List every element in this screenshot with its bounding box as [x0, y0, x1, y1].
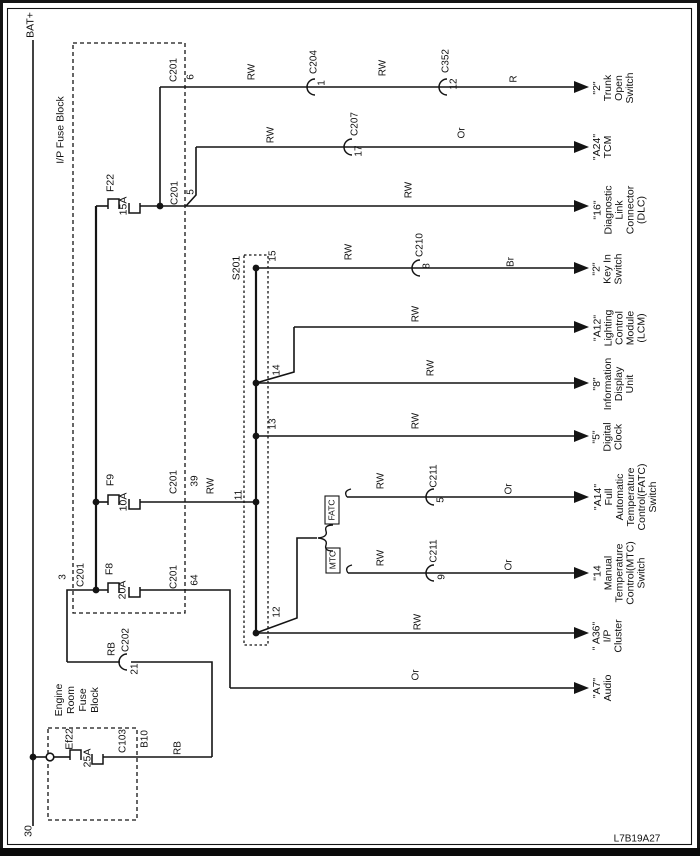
connector-c211-name: C211 [428, 464, 440, 488]
connector-c211b-pin: 9 [436, 574, 448, 580]
target-key-in-switch [592, 254, 625, 285]
target-line: Key In [601, 254, 614, 284]
pin-c201-39-name: C201 [168, 470, 180, 494]
diagram-code: L7B19A27 [613, 833, 661, 845]
target-line: Trunk [602, 74, 614, 102]
target-line: Automatic [614, 473, 626, 521]
wires-f8-audio [67, 590, 574, 688]
pin-c201-6-name: C201 [168, 58, 180, 82]
label-line: Room [65, 685, 77, 715]
fuse-f9-rating: 10A [117, 492, 130, 512]
target-line: (DLC) [635, 196, 648, 224]
wire-color-label: RW [403, 181, 415, 199]
target-line: Switch [635, 557, 648, 589]
connector-c103-name: C103 [117, 729, 129, 753]
pin-c201-3-number: 3 [57, 574, 69, 580]
target-line: " A36" [590, 621, 603, 651]
target-line: Open [613, 75, 625, 101]
target-lighting-control-module [593, 310, 648, 347]
target-line: Switch [612, 253, 625, 285]
target-line: (LCM) [635, 313, 648, 343]
target-line: Digital [601, 422, 614, 452]
wire-color-label: RW [375, 472, 387, 490]
target-line: Diagnostic [602, 185, 615, 235]
fuse-f8-rating: 20A [116, 580, 129, 600]
wire-color-label: Or [456, 127, 468, 139]
pin-c201-64-name: C201 [168, 565, 180, 589]
circuit-30-label: 30 [22, 825, 35, 837]
target-line: Audio [602, 674, 614, 702]
pin-c201-3-name: C201 [75, 563, 87, 587]
connector-c352-name: C352 [440, 49, 452, 73]
target-tcm [592, 134, 614, 160]
target-line: Unit [624, 374, 636, 394]
pin-c201-64-number: 64 [189, 574, 201, 586]
wire-color-label: RW [246, 63, 258, 81]
wire-color-label: Or [410, 669, 422, 681]
label-line: Fuse [77, 688, 89, 712]
wire-color-rb: RB [106, 642, 118, 656]
target-line: Module [624, 310, 637, 346]
target-line: Information [602, 357, 614, 411]
connector-c207-name: C207 [349, 112, 361, 136]
option-mtc-label: MTC [327, 550, 338, 570]
fuse-f8-name: F8 [103, 562, 116, 576]
junction-dots [30, 203, 260, 761]
connector-c211b-name: C211 [428, 539, 440, 563]
target-line: Cluster [612, 619, 625, 653]
target-trunk-open-switch [592, 73, 636, 104]
splice-pin-11: 11 [233, 489, 245, 501]
wire-color-label: RW [410, 412, 422, 430]
wire-color-label: RW [265, 126, 277, 144]
wires-f22-trunk-dlc-tcm [96, 87, 574, 206]
label-line: Block [89, 687, 101, 713]
target-line: Temperature [613, 543, 626, 603]
wire-color-label: RW [375, 549, 387, 567]
option-fatc-label: FATC [326, 499, 337, 521]
wire-color-label: RW [410, 305, 422, 323]
splice-pin-13: 13 [267, 418, 279, 430]
target-line: Temperature [625, 467, 637, 527]
splice-s201-label: S201 [230, 255, 243, 281]
connector-c210-pin: 8 [421, 263, 433, 269]
connector-c210-name: C210 [414, 233, 426, 257]
target-line: "5" [590, 430, 603, 444]
target-line: "A7" [591, 677, 603, 699]
wire-color-rb2: RB [172, 741, 184, 755]
fuse-ef22-rating: 25A [81, 748, 94, 768]
destination-arrows [574, 81, 589, 694]
target-information-display-unit [592, 358, 636, 411]
connector-c211-pin: 5 [435, 497, 447, 503]
target-line: Manual [602, 555, 615, 591]
fuse-f22-name: F22 [104, 173, 117, 193]
target-line: "14 [591, 565, 604, 581]
target-line: Control(MTC) [624, 541, 637, 605]
target-line: "2" [590, 262, 603, 276]
fuse-f22-rating: 15A [117, 196, 130, 216]
pin-c201-6-number: 6 [185, 74, 197, 80]
pin-c201-39-number: 39 [189, 475, 201, 487]
wires-splice-branches [256, 268, 574, 633]
target-line: Switch [624, 72, 636, 104]
splice-pin-15: 15 [267, 250, 279, 262]
target-line: "A14" [592, 483, 604, 511]
target-line: TCM [602, 135, 614, 159]
wire-color-f9-rw: RW [205, 477, 217, 495]
wire-color-label: RW [343, 243, 355, 261]
target-line: "A24" [591, 133, 603, 161]
connector-c352-pin: 12 [448, 78, 460, 90]
target-fatc-switch [593, 464, 659, 531]
target-line: Link [613, 200, 626, 220]
target-ip-cluster [592, 619, 625, 652]
target-line: Full [603, 488, 615, 506]
wire-color-label: RW [377, 59, 389, 77]
splice-pin-12: 12 [271, 606, 283, 618]
target-mtc-switch [593, 541, 648, 605]
pin-c201-5-name: C201 [169, 181, 181, 205]
bat-plus-label: BAT+ [24, 12, 37, 38]
target-line: I/P [601, 629, 614, 643]
engine-room-fuse-block-label [53, 684, 101, 717]
target-line: Control(FATC) [636, 463, 648, 531]
fuse-f9-name: F9 [104, 473, 117, 487]
target-line: "16" [591, 200, 604, 220]
engine-block-terminal-circle [46, 753, 54, 761]
wire-color-label: Br [505, 257, 517, 267]
target-audio [592, 675, 614, 702]
label-line: Engine [53, 683, 65, 717]
wire-color-label: R [508, 75, 520, 83]
target-line: Clock [612, 423, 625, 451]
connector-c202-name: C202 [120, 628, 132, 652]
target-diagnostic-link-connector [593, 185, 648, 234]
wire-color-label: RW [412, 613, 424, 631]
target-line: "2" [591, 81, 603, 95]
pin-c201-5-number: 5 [185, 189, 197, 195]
wire-color-label: Or [503, 559, 515, 571]
connector-c202-pin: 21 [129, 663, 141, 675]
target-line: "A12" [591, 314, 604, 342]
target-line: Control [613, 311, 626, 345]
ip-fuse-block-box [73, 43, 185, 613]
connector-c207-pin: 17 [353, 145, 365, 157]
target-line: "8" [591, 377, 603, 391]
wire-color-label: RW [425, 359, 437, 377]
target-digital-clock [592, 422, 625, 451]
fuse-ef22-name: Ef22 [63, 728, 76, 750]
target-line: Lighting [602, 309, 615, 347]
wire-color-label: Or [503, 483, 515, 495]
connector-c103-pin: B10 [139, 730, 151, 748]
target-line: Display [613, 366, 625, 402]
connector-c204-name: C204 [308, 50, 320, 74]
connector-c204-pin: 1 [316, 80, 328, 86]
splice-pin-14: 14 [271, 364, 283, 376]
target-line: Connector [624, 185, 637, 235]
ip-fuse-block-label: I/P Fuse Block [54, 96, 67, 164]
target-line: Switch [647, 481, 659, 513]
